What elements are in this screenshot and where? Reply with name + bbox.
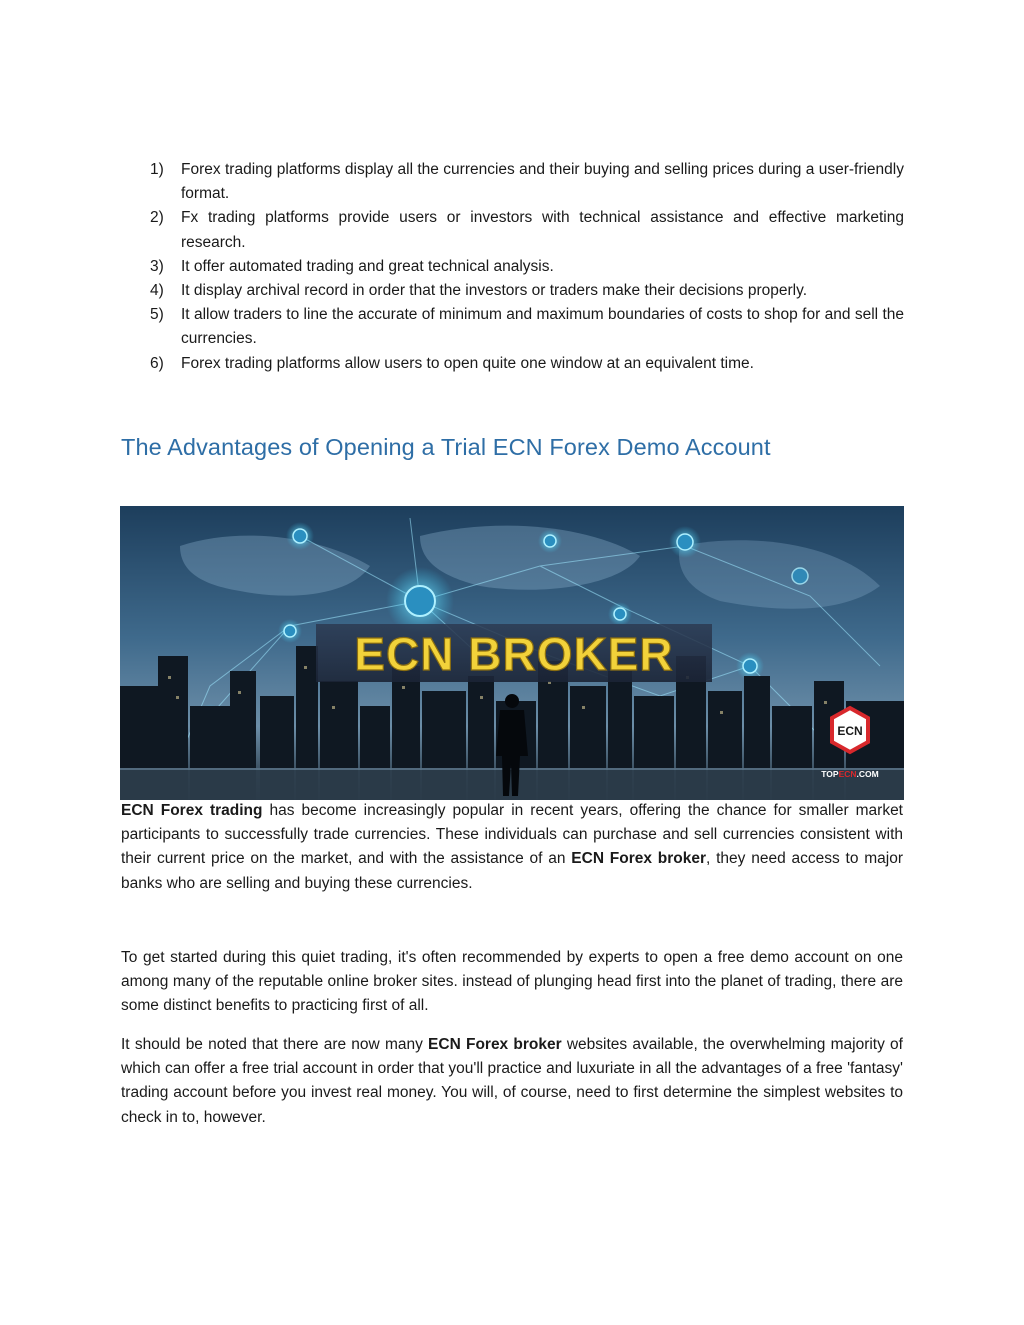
list-item: 4) It display archival record in order that the investors or traders make their decisions properly. [150, 282, 808, 300]
paragraph-getting-started: To get started during this quiet trading, it's often recommended by experts to open a free demo account on one among many of the reputable online broker sites. instead of plunging head first into the planet of trading, there are some distinct benefits to practicing first of all. [121, 949, 903, 1015]
list-item: 2) Fx trading platforms provide users or investors with technical assistance and effective marketing research. [150, 209, 904, 251]
list-item: 3) It offer automated trading and great technical analysis. [150, 257, 554, 275]
svg-text:TOPECN.COM: TOPECN.COM [821, 769, 879, 779]
list-item: 5) It allow traders to line the accurate of minimum and maximum boundaries of costs to shop for and sell the currencies. [150, 306, 904, 348]
svg-text:ECN: ECN [837, 724, 863, 738]
features-list [150, 158, 904, 376]
paragraph-broker-websites: It should be noted that there are now many ECN Forex broker websites available, the overwhelming majority of which can offer a free trial account in order that you'll practice and luxuriate in all the advantages of a free 'fantasy' trading account before you invest real money. You will, of course, need to first determine the simplest websites to check in to, however. [121, 1036, 903, 1126]
list-item: 6) Forex trading platforms allow users to open quite one window at an equivalent time. [150, 354, 754, 372]
ecn-broker-banner-image [120, 506, 904, 800]
section-heading: The Advantages of Opening a Trial ECN Forex Demo Account [121, 434, 771, 460]
banner-title: ECN BROKER [354, 628, 674, 680]
list-item: 1) Forex trading platforms display all the currencies and their buying and selling prices during a user-friendly format. [150, 161, 904, 203]
paragraph-ecn-trading: ECN Forex trading has become increasingly popular in recent years, offering the chance for smaller market participants to successfully trade currencies. These individuals can purchase and sell currencies consistent with their current price on the market, and with the assistance of an ECN Forex broker, they need access to major banks who are selling and buying these currencies. [121, 802, 903, 892]
